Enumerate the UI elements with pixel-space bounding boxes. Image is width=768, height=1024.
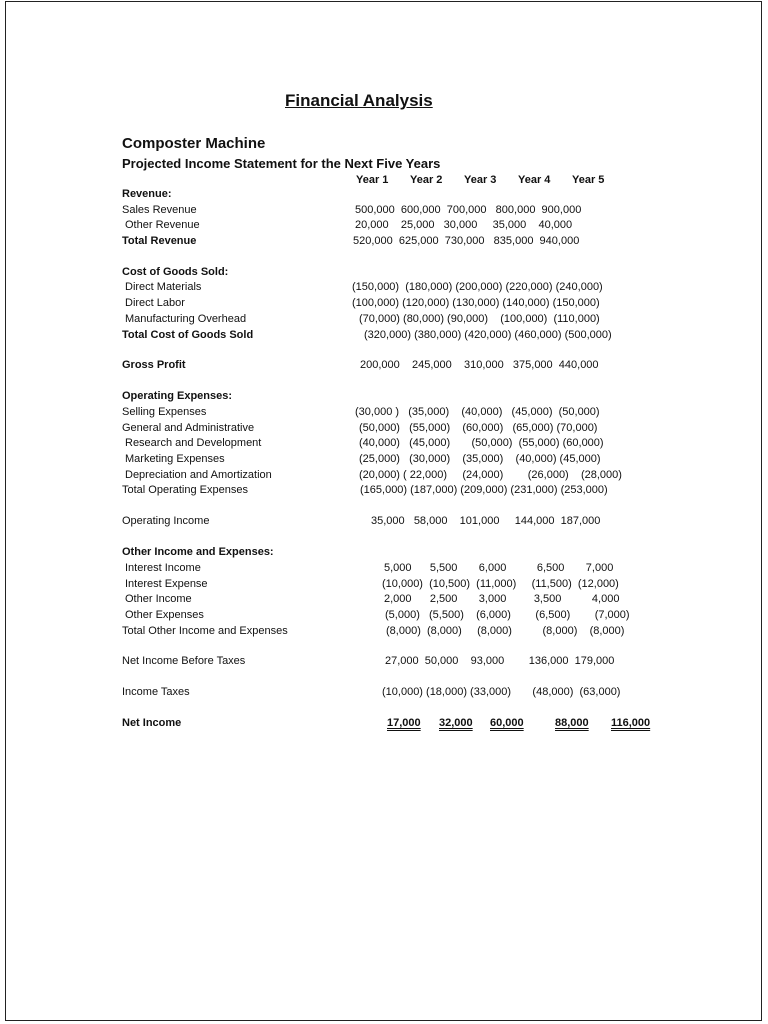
row-label: Manufacturing Overhead bbox=[125, 313, 247, 325]
row-values: (165,000) (187,000) (209,000) (231,000) (253,000) bbox=[360, 484, 608, 496]
net-income-value: 88,000 bbox=[555, 717, 589, 729]
row-label: Direct Materials bbox=[125, 281, 202, 293]
row-values: (150,000) (180,000) (200,000) (220,000) (240,000) bbox=[352, 281, 603, 293]
row-label: Income Taxes bbox=[122, 686, 190, 698]
row-label: Other Income bbox=[125, 593, 192, 605]
row-values: (40,000) (45,000) (50,000) (55,000) (60,000) bbox=[359, 437, 604, 449]
net-income-value: 116,000 bbox=[611, 717, 651, 729]
table-row bbox=[6, 188, 763, 204]
table-row bbox=[6, 281, 763, 297]
year-header-2: Year 2 bbox=[410, 174, 443, 186]
row-label: Research and Development bbox=[125, 437, 262, 449]
row-label: Interest Income bbox=[125, 562, 201, 574]
row-label: Net Income Before Taxes bbox=[122, 655, 246, 667]
row-values: (5,000) (5,500) (6,000) (6,500) (7,000) bbox=[385, 609, 630, 621]
table-row bbox=[6, 609, 763, 625]
row-values: 2,000 2,500 3,000 3,500 4,000 bbox=[384, 593, 620, 605]
table-row bbox=[6, 717, 763, 733]
net-income-value: 32,000 bbox=[439, 717, 473, 729]
year-header-3: Year 3 bbox=[464, 174, 497, 186]
table-row bbox=[6, 313, 763, 329]
net-income-value: 60,000 bbox=[490, 717, 524, 729]
table-row bbox=[6, 655, 763, 671]
row-values: 520,000 625,000 730,000 835,000 940,000 bbox=[353, 235, 580, 247]
row-label: Selling Expenses bbox=[122, 406, 207, 418]
row-label: Depreciation and Amortization bbox=[125, 469, 272, 481]
row-label: Cost of Goods Sold: bbox=[122, 266, 229, 278]
table-row bbox=[6, 546, 763, 562]
row-label: General and Administrative bbox=[122, 422, 255, 434]
row-label: Total Revenue bbox=[122, 235, 197, 247]
table-row bbox=[6, 562, 763, 578]
row-values: (30,000 ) (35,000) (40,000) (45,000) (50,000) bbox=[355, 406, 600, 418]
table-row bbox=[6, 686, 763, 702]
row-values: (8,000) (8,000) (8,000) (8,000) (8,000) bbox=[386, 625, 625, 637]
year-header-5: Year 5 bbox=[572, 174, 605, 186]
row-values: (70,000) (80,000) (90,000) (100,000) (110,000) bbox=[359, 313, 600, 325]
row-label: Gross Profit bbox=[122, 359, 186, 371]
row-values: 20,000 25,000 30,000 35,000 40,000 bbox=[355, 219, 573, 231]
row-values: (20,000) ( 22,000) (24,000) (26,000) (28,000) bbox=[359, 469, 622, 481]
row-values: 200,000 245,000 310,000 375,000 440,000 bbox=[360, 359, 599, 371]
row-label: Other Revenue bbox=[125, 219, 200, 231]
statement-title: Projected Income Statement for the Next Five Years bbox=[122, 156, 441, 171]
row-label: Other Expenses bbox=[125, 609, 204, 621]
table-row bbox=[6, 219, 763, 235]
row-label: Sales Revenue bbox=[122, 204, 197, 216]
row-values: 5,000 5,500 6,000 6,500 7,000 bbox=[384, 562, 614, 574]
row-label: Total Operating Expenses bbox=[122, 484, 248, 496]
row-label: Operating Expenses: bbox=[122, 390, 233, 402]
year-header-4: Year 4 bbox=[518, 174, 551, 186]
row-label: Total Other Income and Expenses bbox=[122, 625, 288, 637]
row-values: 27,000 50,000 93,000 136,000 179,000 bbox=[385, 655, 615, 667]
table-row bbox=[6, 406, 763, 422]
row-values: 35,000 58,000 101,000 144,000 187,000 bbox=[371, 515, 601, 527]
table-row bbox=[6, 625, 763, 641]
row-values: 500,000 600,000 700,000 800,000 900,000 bbox=[355, 204, 582, 216]
year-header-1: Year 1 bbox=[356, 174, 389, 186]
row-label: Marketing Expenses bbox=[125, 453, 225, 465]
table-row bbox=[6, 469, 763, 485]
row-label: Revenue: bbox=[122, 188, 172, 200]
row-values: (10,000) (10,500) (11,000) (11,500) (12,000) bbox=[382, 578, 619, 590]
page-title: Financial Analysis bbox=[285, 91, 433, 110]
table-row bbox=[6, 422, 763, 438]
row-label: Total Cost of Goods Sold bbox=[122, 329, 254, 341]
table-row bbox=[6, 437, 763, 453]
row-values: (320,000) (380,000) (420,000) (460,000) (500,000) bbox=[364, 329, 612, 341]
table-row bbox=[6, 235, 763, 251]
document-page bbox=[5, 1, 762, 1021]
table-row bbox=[6, 359, 763, 375]
table-row bbox=[6, 593, 763, 609]
table-row bbox=[6, 329, 763, 345]
row-values: (50,000) (55,000) (60,000) (65,000) (70,000) bbox=[359, 422, 598, 434]
table-row bbox=[6, 515, 763, 531]
table-row bbox=[6, 266, 763, 282]
row-label: Other Income and Expenses: bbox=[122, 546, 274, 558]
row-label: Net Income bbox=[122, 717, 182, 729]
row-values: (100,000) (120,000) (130,000) (140,000) (150,000) bbox=[352, 297, 600, 309]
row-label: Direct Labor bbox=[125, 297, 185, 309]
table-row bbox=[6, 390, 763, 406]
row-label: Operating Income bbox=[122, 515, 210, 527]
row-values: (10,000) (18,000) (33,000) (48,000) (63,000) bbox=[382, 686, 621, 698]
table-row bbox=[6, 297, 763, 313]
net-income-value: 17,000 bbox=[387, 717, 421, 729]
table-row bbox=[6, 453, 763, 469]
row-values: (25,000) (30,000) (35,000) (40,000) (45,000) bbox=[359, 453, 601, 465]
product-name: Composter Machine bbox=[122, 135, 266, 152]
table-row bbox=[6, 484, 763, 500]
table-row bbox=[6, 204, 763, 220]
row-label: Interest Expense bbox=[125, 578, 208, 590]
table-row bbox=[6, 578, 763, 594]
